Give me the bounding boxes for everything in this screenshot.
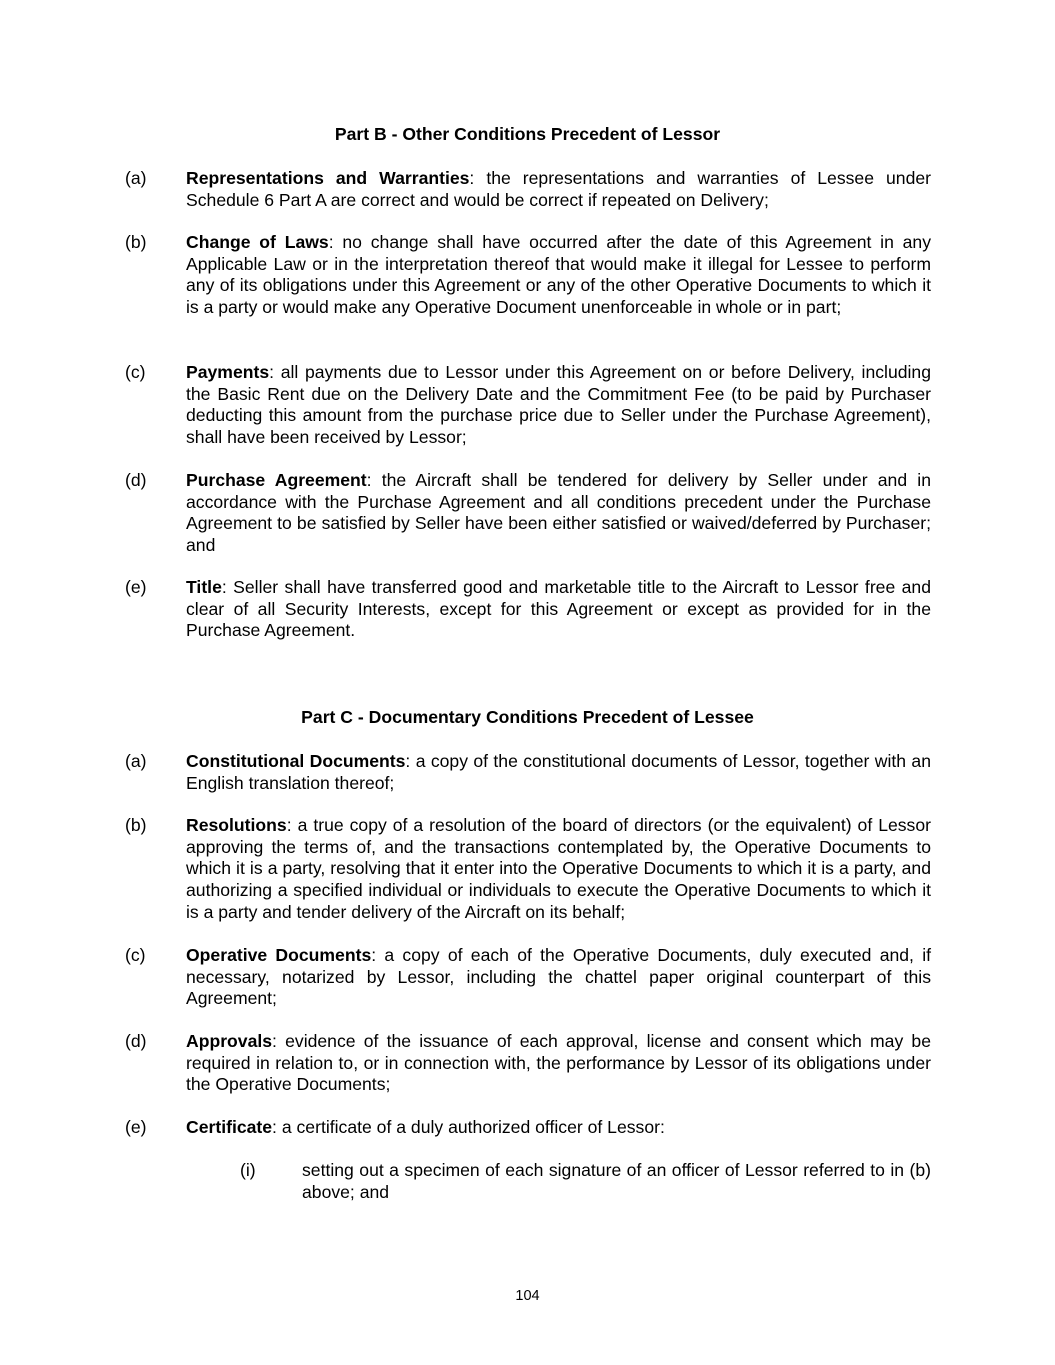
part-c-item-d (125, 1031, 931, 1096)
item-label: (c) (125, 945, 146, 965)
part-c-subitem-i (240, 1160, 931, 1203)
item-label: (a) (125, 168, 147, 188)
item-title: Certificate (186, 1117, 273, 1137)
part-b-heading: Part B - Other Conditions Precedent of Lessor (334, 124, 721, 144)
page-number: 104 (515, 1288, 540, 1304)
item-title: Resolutions (186, 815, 287, 835)
part-b-item-d (125, 470, 931, 557)
item-text: evidence of the issuance of each approval, license and consent which may be required in relation to, or in connection with, the performance by Lessor of its obligations under the Operative Documents; (186, 1031, 931, 1095)
part-b-item-a (125, 168, 931, 211)
part-b-item-c (125, 362, 931, 449)
subitem-text: setting out a specimen of each signature of an officer of Lessor referred to in (b) above; and (302, 1160, 931, 1202)
part-c-item-c (125, 945, 931, 1010)
item-separator: : (221, 577, 234, 597)
part-c-heading: Part C - Documentary Conditions Precedent of Lessee (301, 707, 754, 727)
item-title: Change of Laws (186, 232, 329, 252)
item-label: (d) (125, 470, 147, 490)
item-text: a copy of each of the Operative Documents, duly executed and, if necessary, notarized by Lessor, including the chattel paper original counterpart of this Agreement; (186, 945, 932, 1009)
item-label: (a) (125, 751, 147, 771)
item-label: (d) (125, 1031, 147, 1051)
item-title: Payments (186, 362, 270, 382)
item-label: (e) (125, 1117, 147, 1137)
item-title: Purchase Agreement (186, 470, 367, 490)
part-b-item-e (125, 577, 931, 642)
item-separator: : (286, 815, 298, 835)
item-label: (e) (125, 577, 147, 597)
item-text: a true copy of a resolution of the board of directors (or the equivalent) of Lessor approving the terms of, and the transactions contemplated by, the Operative Documents to which it is a party, resolving that it enter into the Operative Documents to which it is a party, and authorizing a specified individual or individuals to execute the Operative Documents to which it is a party and tender delivery of the Aircraft on its behalf; (186, 815, 931, 922)
part-b-item-b (125, 232, 931, 319)
part-c-item-e (125, 1117, 931, 1139)
item-separator: : (371, 945, 385, 965)
item-text: Seller shall have transferred good and marketable title to the Aircraft to Lessor free and clear of all Security Interests, except for this Agreement or except as provided for in the Purchase Agreement. (186, 577, 932, 641)
item-title: Operative Documents (186, 945, 372, 965)
item-separator: : (366, 470, 382, 490)
item-title: Constitutional Documents (186, 751, 406, 771)
item-label: (b) (125, 232, 147, 252)
item-separator: : (269, 362, 281, 382)
item-separator: : (469, 168, 487, 188)
item-label: (c) (125, 362, 146, 382)
item-text: no change shall have occurred after the date of this Agreement in any Applicable Law or in the interpretation thereof that would make it illegal for Lessee to perform any of its obligations under this Agreement or any of the other Operative Documents to which it is a party or would make any Operative Document unenforceable in whole or in part; (186, 232, 932, 318)
subitem-label: (i) (240, 1160, 256, 1180)
item-text: all payments due to Lessor under this Agreement on or before Delivery, including the Basic Rent due on the Delivery Date and the Commitment Fee (to be paid by Purchaser deducting this amount from the purchase price due to Seller under the Purchase Agreement), shall have been received by Lessor; (186, 362, 931, 448)
part-c-item-b (125, 815, 931, 924)
item-separator: : (328, 232, 343, 252)
item-title: Approvals (186, 1031, 273, 1051)
item-label: (b) (125, 815, 147, 835)
item-separator: : (405, 751, 416, 771)
item-title: Representations and Warranties (186, 168, 470, 188)
item-separator: : (272, 1117, 282, 1137)
item-text: a copy of the constitutional documents of Lessor, together with an English translation thereof; (186, 751, 931, 793)
item-text: the representations and warranties of Lessee under Schedule 6 Part A are correct and would be correct if repeated on Delivery; (186, 168, 931, 210)
item-text: the Aircraft shall be tendered for delivery by Seller under and in accordance with the Purchase Agreement and all conditions precedent under the Purchase Agreement to be satisfied by Seller have been either satisfied or waived/deferred by Purchaser; and (186, 470, 931, 556)
part-c-item-a (125, 751, 931, 794)
item-separator: : (272, 1031, 286, 1051)
item-text: a certificate of a duly authorized officer of Lessor: (281, 1117, 665, 1137)
item-title: Title (186, 577, 222, 597)
